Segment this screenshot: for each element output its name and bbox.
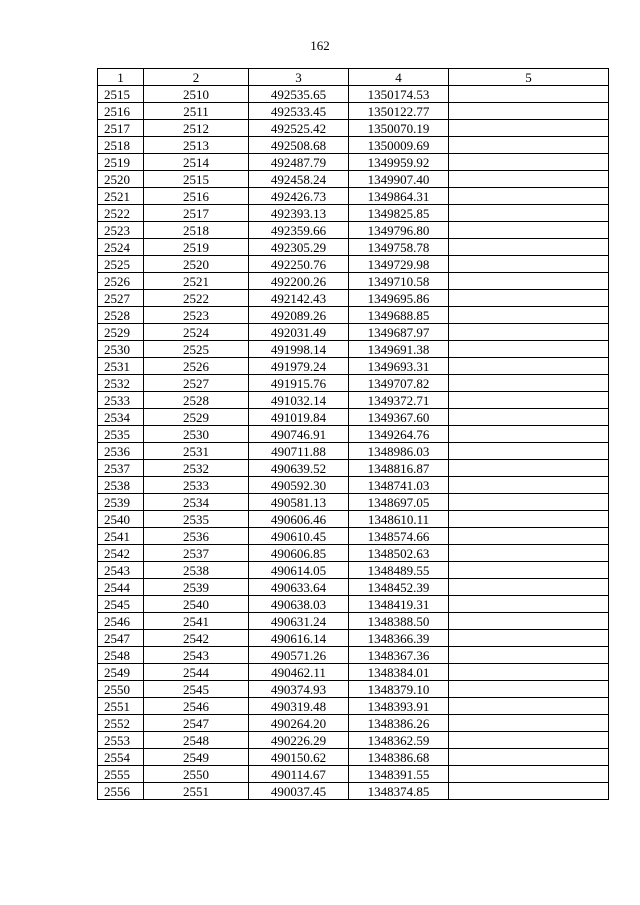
row-number-cell: 2553 bbox=[98, 732, 144, 749]
row-number-cell: 2540 bbox=[98, 511, 144, 528]
table-row bbox=[98, 154, 609, 171]
note-cell bbox=[449, 494, 609, 511]
point-number-cell: 2550 bbox=[144, 766, 249, 783]
row-number-cell: 2529 bbox=[98, 324, 144, 341]
point-number-cell: 2527 bbox=[144, 375, 249, 392]
note-cell bbox=[449, 698, 609, 715]
x-coordinate-cell: 492305.29 bbox=[249, 239, 349, 256]
note-cell bbox=[449, 477, 609, 494]
x-coordinate-cell: 490606.46 bbox=[249, 511, 349, 528]
x-coordinate-cell: 490264.20 bbox=[249, 715, 349, 732]
table-row bbox=[98, 137, 609, 154]
row-number-cell: 2531 bbox=[98, 358, 144, 375]
row-number-cell: 2547 bbox=[98, 630, 144, 647]
y-coordinate-cell: 1348379.10 bbox=[349, 681, 449, 698]
point-number-cell: 2536 bbox=[144, 528, 249, 545]
note-cell bbox=[449, 749, 609, 766]
y-coordinate-cell: 1348452.39 bbox=[349, 579, 449, 596]
point-number-cell: 2545 bbox=[144, 681, 249, 698]
x-coordinate-cell: 490150.62 bbox=[249, 749, 349, 766]
point-number-cell: 2537 bbox=[144, 545, 249, 562]
point-number-cell: 2544 bbox=[144, 664, 249, 681]
table-row bbox=[98, 341, 609, 358]
x-coordinate-cell: 492535.65 bbox=[249, 86, 349, 103]
y-coordinate-cell: 1350009.69 bbox=[349, 137, 449, 154]
note-cell bbox=[449, 715, 609, 732]
row-number-cell: 2552 bbox=[98, 715, 144, 732]
point-number-cell: 2551 bbox=[144, 783, 249, 800]
row-number-cell: 2526 bbox=[98, 273, 144, 290]
row-number-cell: 2515 bbox=[98, 86, 144, 103]
note-cell bbox=[449, 783, 609, 800]
point-number-cell: 2549 bbox=[144, 749, 249, 766]
point-number-cell: 2511 bbox=[144, 103, 249, 120]
x-coordinate-cell: 492533.45 bbox=[249, 103, 349, 120]
note-cell bbox=[449, 392, 609, 409]
table-row bbox=[98, 239, 609, 256]
table-row bbox=[98, 222, 609, 239]
point-number-cell: 2510 bbox=[144, 86, 249, 103]
y-coordinate-cell: 1348489.55 bbox=[349, 562, 449, 579]
note-cell bbox=[449, 528, 609, 545]
y-coordinate-cell: 1350122.77 bbox=[349, 103, 449, 120]
row-number-cell: 2520 bbox=[98, 171, 144, 188]
table-row bbox=[98, 783, 609, 800]
x-coordinate-cell: 490746.91 bbox=[249, 426, 349, 443]
row-number-cell: 2525 bbox=[98, 256, 144, 273]
note-cell bbox=[449, 290, 609, 307]
note-cell bbox=[449, 341, 609, 358]
note-cell bbox=[449, 324, 609, 341]
x-coordinate-cell: 492426.73 bbox=[249, 188, 349, 205]
x-coordinate-cell: 490226.29 bbox=[249, 732, 349, 749]
y-coordinate-cell: 1349796.80 bbox=[349, 222, 449, 239]
x-coordinate-cell: 492525.42 bbox=[249, 120, 349, 137]
table-row bbox=[98, 103, 609, 120]
x-coordinate-cell: 490374.93 bbox=[249, 681, 349, 698]
x-coordinate-cell: 490037.45 bbox=[249, 783, 349, 800]
x-coordinate-cell: 490606.85 bbox=[249, 545, 349, 562]
point-number-cell: 2526 bbox=[144, 358, 249, 375]
table-row bbox=[98, 307, 609, 324]
note-cell bbox=[449, 562, 609, 579]
note-cell bbox=[449, 375, 609, 392]
note-cell bbox=[449, 664, 609, 681]
point-number-cell: 2513 bbox=[144, 137, 249, 154]
x-coordinate-cell: 492089.26 bbox=[249, 307, 349, 324]
row-number-cell: 2536 bbox=[98, 443, 144, 460]
x-coordinate-cell: 490592.30 bbox=[249, 477, 349, 494]
note-cell bbox=[449, 103, 609, 120]
row-number-cell: 2549 bbox=[98, 664, 144, 681]
row-number-cell: 2543 bbox=[98, 562, 144, 579]
x-coordinate-cell: 490319.48 bbox=[249, 698, 349, 715]
row-number-cell: 2550 bbox=[98, 681, 144, 698]
point-number-cell: 2521 bbox=[144, 273, 249, 290]
point-number-cell: 2543 bbox=[144, 647, 249, 664]
y-coordinate-cell: 1349907.40 bbox=[349, 171, 449, 188]
y-coordinate-cell: 1349707.82 bbox=[349, 375, 449, 392]
y-coordinate-cell: 1349864.31 bbox=[349, 188, 449, 205]
row-number-cell: 2538 bbox=[98, 477, 144, 494]
x-coordinate-cell: 492508.68 bbox=[249, 137, 349, 154]
y-coordinate-cell: 1349693.31 bbox=[349, 358, 449, 375]
point-number-cell: 2516 bbox=[144, 188, 249, 205]
table-row bbox=[98, 749, 609, 766]
note-cell bbox=[449, 511, 609, 528]
note-cell bbox=[449, 222, 609, 239]
x-coordinate-cell: 491032.14 bbox=[249, 392, 349, 409]
table-row bbox=[98, 545, 609, 562]
point-number-cell: 2539 bbox=[144, 579, 249, 596]
point-number-cell: 2524 bbox=[144, 324, 249, 341]
table-row bbox=[98, 528, 609, 545]
column-header-5: 5 bbox=[449, 69, 609, 86]
table-row bbox=[98, 273, 609, 290]
x-coordinate-cell: 492200.26 bbox=[249, 273, 349, 290]
note-cell bbox=[449, 579, 609, 596]
point-number-cell: 2512 bbox=[144, 120, 249, 137]
row-number-cell: 2519 bbox=[98, 154, 144, 171]
point-number-cell: 2546 bbox=[144, 698, 249, 715]
row-number-cell: 2524 bbox=[98, 239, 144, 256]
point-number-cell: 2520 bbox=[144, 256, 249, 273]
table-header bbox=[98, 69, 609, 86]
y-coordinate-cell: 1350070.19 bbox=[349, 120, 449, 137]
point-number-cell: 2535 bbox=[144, 511, 249, 528]
coordinates-table bbox=[97, 68, 609, 800]
y-coordinate-cell: 1349687.97 bbox=[349, 324, 449, 341]
y-coordinate-cell: 1349688.85 bbox=[349, 307, 449, 324]
point-number-cell: 2541 bbox=[144, 613, 249, 630]
table-row bbox=[98, 664, 609, 681]
table-row bbox=[98, 630, 609, 647]
x-coordinate-cell: 490614.05 bbox=[249, 562, 349, 579]
header-row bbox=[98, 69, 609, 86]
y-coordinate-cell: 1348610.11 bbox=[349, 511, 449, 528]
column-header-4: 4 bbox=[349, 69, 449, 86]
column-header-2: 2 bbox=[144, 69, 249, 86]
table-row bbox=[98, 375, 609, 392]
point-number-cell: 2531 bbox=[144, 443, 249, 460]
y-coordinate-cell: 1348741.03 bbox=[349, 477, 449, 494]
table-body bbox=[98, 86, 609, 800]
note-cell bbox=[449, 766, 609, 783]
x-coordinate-cell: 491019.84 bbox=[249, 409, 349, 426]
note-cell bbox=[449, 205, 609, 222]
row-number-cell: 2544 bbox=[98, 579, 144, 596]
table-row bbox=[98, 579, 609, 596]
note-cell bbox=[449, 596, 609, 613]
row-number-cell: 2545 bbox=[98, 596, 144, 613]
note-cell bbox=[449, 732, 609, 749]
point-number-cell: 2514 bbox=[144, 154, 249, 171]
note-cell bbox=[449, 409, 609, 426]
table-row bbox=[98, 86, 609, 103]
point-number-cell: 2518 bbox=[144, 222, 249, 239]
x-coordinate-cell: 491979.24 bbox=[249, 358, 349, 375]
y-coordinate-cell: 1348986.03 bbox=[349, 443, 449, 460]
x-coordinate-cell: 492458.24 bbox=[249, 171, 349, 188]
row-number-cell: 2518 bbox=[98, 137, 144, 154]
row-number-cell: 2527 bbox=[98, 290, 144, 307]
row-number-cell: 2521 bbox=[98, 188, 144, 205]
x-coordinate-cell: 492487.79 bbox=[249, 154, 349, 171]
y-coordinate-cell: 1349691.38 bbox=[349, 341, 449, 358]
point-number-cell: 2540 bbox=[144, 596, 249, 613]
x-coordinate-cell: 490631.24 bbox=[249, 613, 349, 630]
y-coordinate-cell: 1349264.76 bbox=[349, 426, 449, 443]
note-cell bbox=[449, 630, 609, 647]
page-number: 162 bbox=[310, 38, 330, 53]
note-cell bbox=[449, 188, 609, 205]
table-row bbox=[98, 698, 609, 715]
y-coordinate-cell: 1349758.78 bbox=[349, 239, 449, 256]
note-cell bbox=[449, 460, 609, 477]
note-cell bbox=[449, 307, 609, 324]
note-cell bbox=[449, 256, 609, 273]
y-coordinate-cell: 1349729.98 bbox=[349, 256, 449, 273]
row-number-cell: 2530 bbox=[98, 341, 144, 358]
y-coordinate-cell: 1348366.39 bbox=[349, 630, 449, 647]
y-coordinate-cell: 1348367.36 bbox=[349, 647, 449, 664]
y-coordinate-cell: 1348816.87 bbox=[349, 460, 449, 477]
table-row bbox=[98, 392, 609, 409]
column-header-3: 3 bbox=[249, 69, 349, 86]
table-row bbox=[98, 171, 609, 188]
row-number-cell: 2554 bbox=[98, 749, 144, 766]
y-coordinate-cell: 1349695.86 bbox=[349, 290, 449, 307]
table-row bbox=[98, 681, 609, 698]
row-number-cell: 2517 bbox=[98, 120, 144, 137]
note-cell bbox=[449, 239, 609, 256]
y-coordinate-cell: 1349372.71 bbox=[349, 392, 449, 409]
x-coordinate-cell: 490581.13 bbox=[249, 494, 349, 511]
note-cell bbox=[449, 120, 609, 137]
row-number-cell: 2551 bbox=[98, 698, 144, 715]
row-number-cell: 2535 bbox=[98, 426, 144, 443]
x-coordinate-cell: 491915.76 bbox=[249, 375, 349, 392]
note-cell bbox=[449, 273, 609, 290]
x-coordinate-cell: 492359.66 bbox=[249, 222, 349, 239]
row-number-cell: 2546 bbox=[98, 613, 144, 630]
point-number-cell: 2538 bbox=[144, 562, 249, 579]
row-number-cell: 2534 bbox=[98, 409, 144, 426]
x-coordinate-cell: 490610.45 bbox=[249, 528, 349, 545]
table-row bbox=[98, 409, 609, 426]
table-row bbox=[98, 647, 609, 664]
table-row bbox=[98, 256, 609, 273]
table-row bbox=[98, 732, 609, 749]
x-coordinate-cell: 490639.52 bbox=[249, 460, 349, 477]
row-number-cell: 2548 bbox=[98, 647, 144, 664]
table-row bbox=[98, 120, 609, 137]
row-number-cell: 2533 bbox=[98, 392, 144, 409]
point-number-cell: 2547 bbox=[144, 715, 249, 732]
table-row bbox=[98, 188, 609, 205]
note-cell bbox=[449, 154, 609, 171]
table-row bbox=[98, 766, 609, 783]
point-number-cell: 2522 bbox=[144, 290, 249, 307]
point-number-cell: 2532 bbox=[144, 460, 249, 477]
y-coordinate-cell: 1349825.85 bbox=[349, 205, 449, 222]
point-number-cell: 2533 bbox=[144, 477, 249, 494]
y-coordinate-cell: 1349710.58 bbox=[349, 273, 449, 290]
column-header-1: 1 bbox=[98, 69, 144, 86]
point-number-cell: 2529 bbox=[144, 409, 249, 426]
table-row bbox=[98, 443, 609, 460]
note-cell bbox=[449, 86, 609, 103]
point-number-cell: 2515 bbox=[144, 171, 249, 188]
note-cell bbox=[449, 426, 609, 443]
row-number-cell: 2516 bbox=[98, 103, 144, 120]
y-coordinate-cell: 1348388.50 bbox=[349, 613, 449, 630]
note-cell bbox=[449, 613, 609, 630]
table-row bbox=[98, 358, 609, 375]
table-row bbox=[98, 460, 609, 477]
y-coordinate-cell: 1348391.55 bbox=[349, 766, 449, 783]
table-row bbox=[98, 477, 609, 494]
point-number-cell: 2530 bbox=[144, 426, 249, 443]
note-cell bbox=[449, 647, 609, 664]
table-row bbox=[98, 715, 609, 732]
x-coordinate-cell: 492142.43 bbox=[249, 290, 349, 307]
table-row bbox=[98, 290, 609, 307]
point-number-cell: 2548 bbox=[144, 732, 249, 749]
x-coordinate-cell: 492393.13 bbox=[249, 205, 349, 222]
table-row bbox=[98, 562, 609, 579]
table-row bbox=[98, 205, 609, 222]
y-coordinate-cell: 1348502.63 bbox=[349, 545, 449, 562]
y-coordinate-cell: 1348386.68 bbox=[349, 749, 449, 766]
x-coordinate-cell: 490114.67 bbox=[249, 766, 349, 783]
point-number-cell: 2534 bbox=[144, 494, 249, 511]
y-coordinate-cell: 1348386.26 bbox=[349, 715, 449, 732]
point-number-cell: 2519 bbox=[144, 239, 249, 256]
row-number-cell: 2532 bbox=[98, 375, 144, 392]
x-coordinate-cell: 491998.14 bbox=[249, 341, 349, 358]
point-number-cell: 2542 bbox=[144, 630, 249, 647]
x-coordinate-cell: 490571.26 bbox=[249, 647, 349, 664]
row-number-cell: 2556 bbox=[98, 783, 144, 800]
x-coordinate-cell: 490711.88 bbox=[249, 443, 349, 460]
row-number-cell: 2541 bbox=[98, 528, 144, 545]
x-coordinate-cell: 490633.64 bbox=[249, 579, 349, 596]
row-number-cell: 2539 bbox=[98, 494, 144, 511]
y-coordinate-cell: 1348419.31 bbox=[349, 596, 449, 613]
note-cell bbox=[449, 681, 609, 698]
note-cell bbox=[449, 137, 609, 154]
x-coordinate-cell: 492031.49 bbox=[249, 324, 349, 341]
y-coordinate-cell: 1348384.01 bbox=[349, 664, 449, 681]
y-coordinate-cell: 1349367.60 bbox=[349, 409, 449, 426]
table-row bbox=[98, 511, 609, 528]
point-number-cell: 2523 bbox=[144, 307, 249, 324]
note-cell bbox=[449, 443, 609, 460]
table-row bbox=[98, 324, 609, 341]
x-coordinate-cell: 490462.11 bbox=[249, 664, 349, 681]
table-row bbox=[98, 613, 609, 630]
y-coordinate-cell: 1348362.59 bbox=[349, 732, 449, 749]
y-coordinate-cell: 1348697.05 bbox=[349, 494, 449, 511]
row-number-cell: 2522 bbox=[98, 205, 144, 222]
row-number-cell: 2528 bbox=[98, 307, 144, 324]
row-number-cell: 2523 bbox=[98, 222, 144, 239]
x-coordinate-cell: 492250.76 bbox=[249, 256, 349, 273]
note-cell bbox=[449, 171, 609, 188]
table-row bbox=[98, 426, 609, 443]
x-coordinate-cell: 490638.03 bbox=[249, 596, 349, 613]
table-row bbox=[98, 596, 609, 613]
x-coordinate-cell: 490616.14 bbox=[249, 630, 349, 647]
point-number-cell: 2528 bbox=[144, 392, 249, 409]
note-cell bbox=[449, 545, 609, 562]
y-coordinate-cell: 1348374.85 bbox=[349, 783, 449, 800]
y-coordinate-cell: 1349959.92 bbox=[349, 154, 449, 171]
table-row bbox=[98, 494, 609, 511]
point-number-cell: 2517 bbox=[144, 205, 249, 222]
y-coordinate-cell: 1350174.53 bbox=[349, 86, 449, 103]
y-coordinate-cell: 1348574.66 bbox=[349, 528, 449, 545]
note-cell bbox=[449, 358, 609, 375]
y-coordinate-cell: 1348393.91 bbox=[349, 698, 449, 715]
row-number-cell: 2542 bbox=[98, 545, 144, 562]
row-number-cell: 2555 bbox=[98, 766, 144, 783]
point-number-cell: 2525 bbox=[144, 341, 249, 358]
row-number-cell: 2537 bbox=[98, 460, 144, 477]
